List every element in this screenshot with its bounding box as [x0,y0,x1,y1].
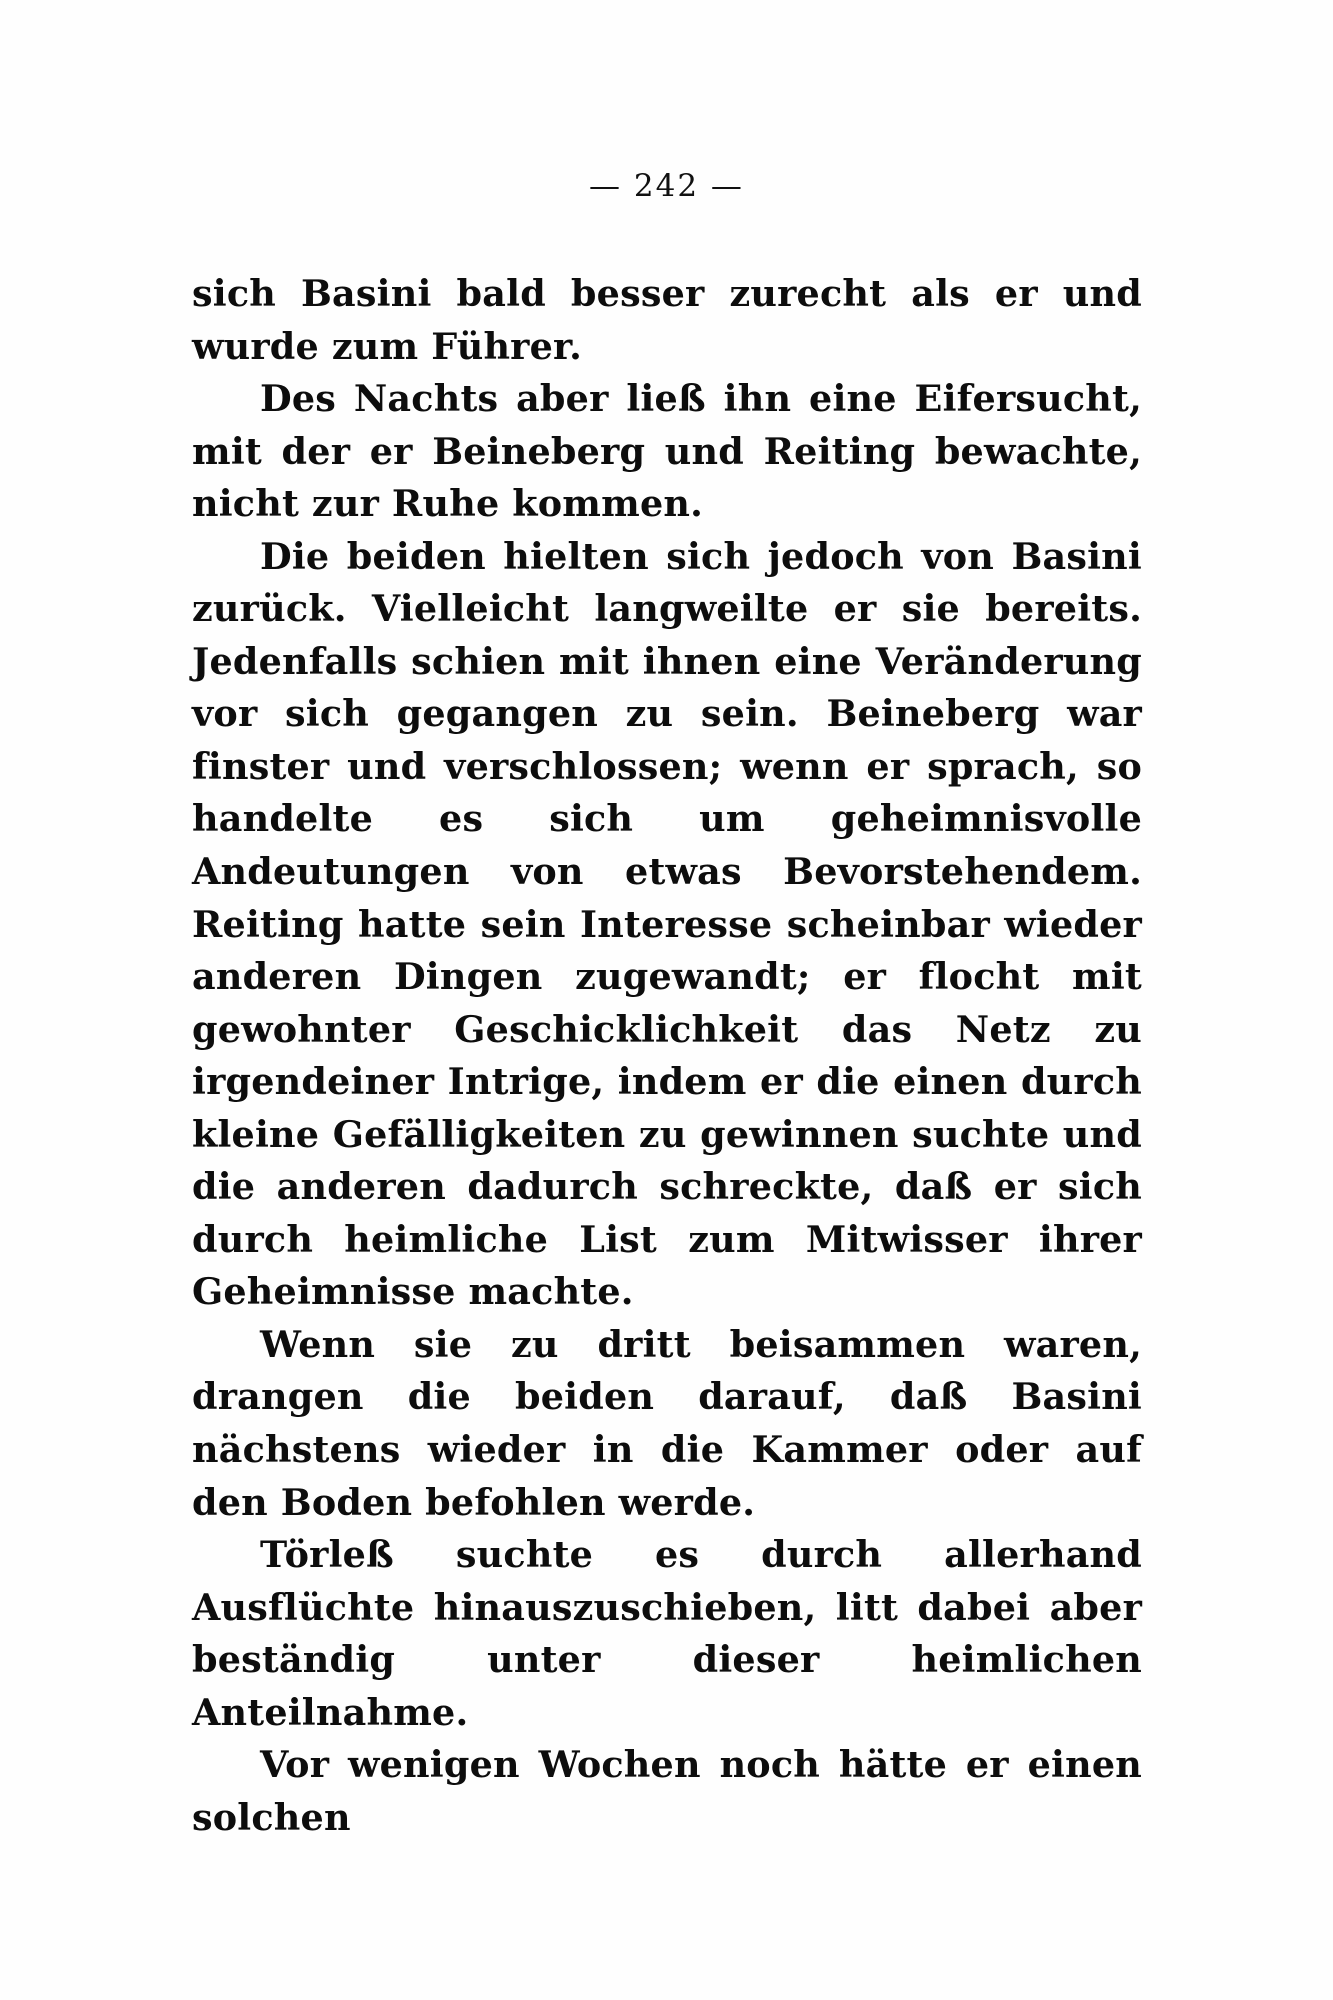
page-body-text [192,268,1142,1844]
paragraph: Törleß suchte es durch allerhand Ausflüchte hinauszuschieben, litt dabei aber beständig unter dieser heimlichen Anteilnahme. [192,1533,1142,1734]
paragraph: Wenn sie zu dritt beisammen waren, drangen die beiden darauf, daß Basini nächstens wieder in die Kammer oder auf den Boden befohlen werde. [192,1322,1142,1524]
page-number: — 242 — [589,168,744,204]
paragraph: Die beiden hielten sich jedoch von Basini zurück. Vielleicht langweilte er sie bereits. Jedenfalls schien mit ihnen eine Veränderung vor sich gegangen zu sein. Beineberg war finster und verschlossen; wenn er sprach, so handelte es sich um geheimnisvolle Andeutungen von etwas Bevorstehendem. Reiting hatte sein Interesse scheinbar wieder anderen Dingen zugewandt; er flocht mit gewohnter Geschicklichkeit das Netz zu irgendeiner Intrige, indem er die einen durch kleine Gefälligkeiten zu gewinnen suchte und die anderen dadurch schreckte, daß er sich durch heimliche List zum Mitwisser ihrer Geheimnisse machte. [192,534,1142,1314]
paragraph: Vor wenigen Wochen noch hätte er einen solchen [192,1743,1142,1839]
paragraph: sich Basini bald besser zurecht als er und wurde zum Führer. [192,272,1142,368]
paragraph: Des Nachts aber ließ ihn eine Eifersucht, mit der er Beineberg und Reiting bewachte, nicht zur Ruhe kommen. [192,377,1142,526]
